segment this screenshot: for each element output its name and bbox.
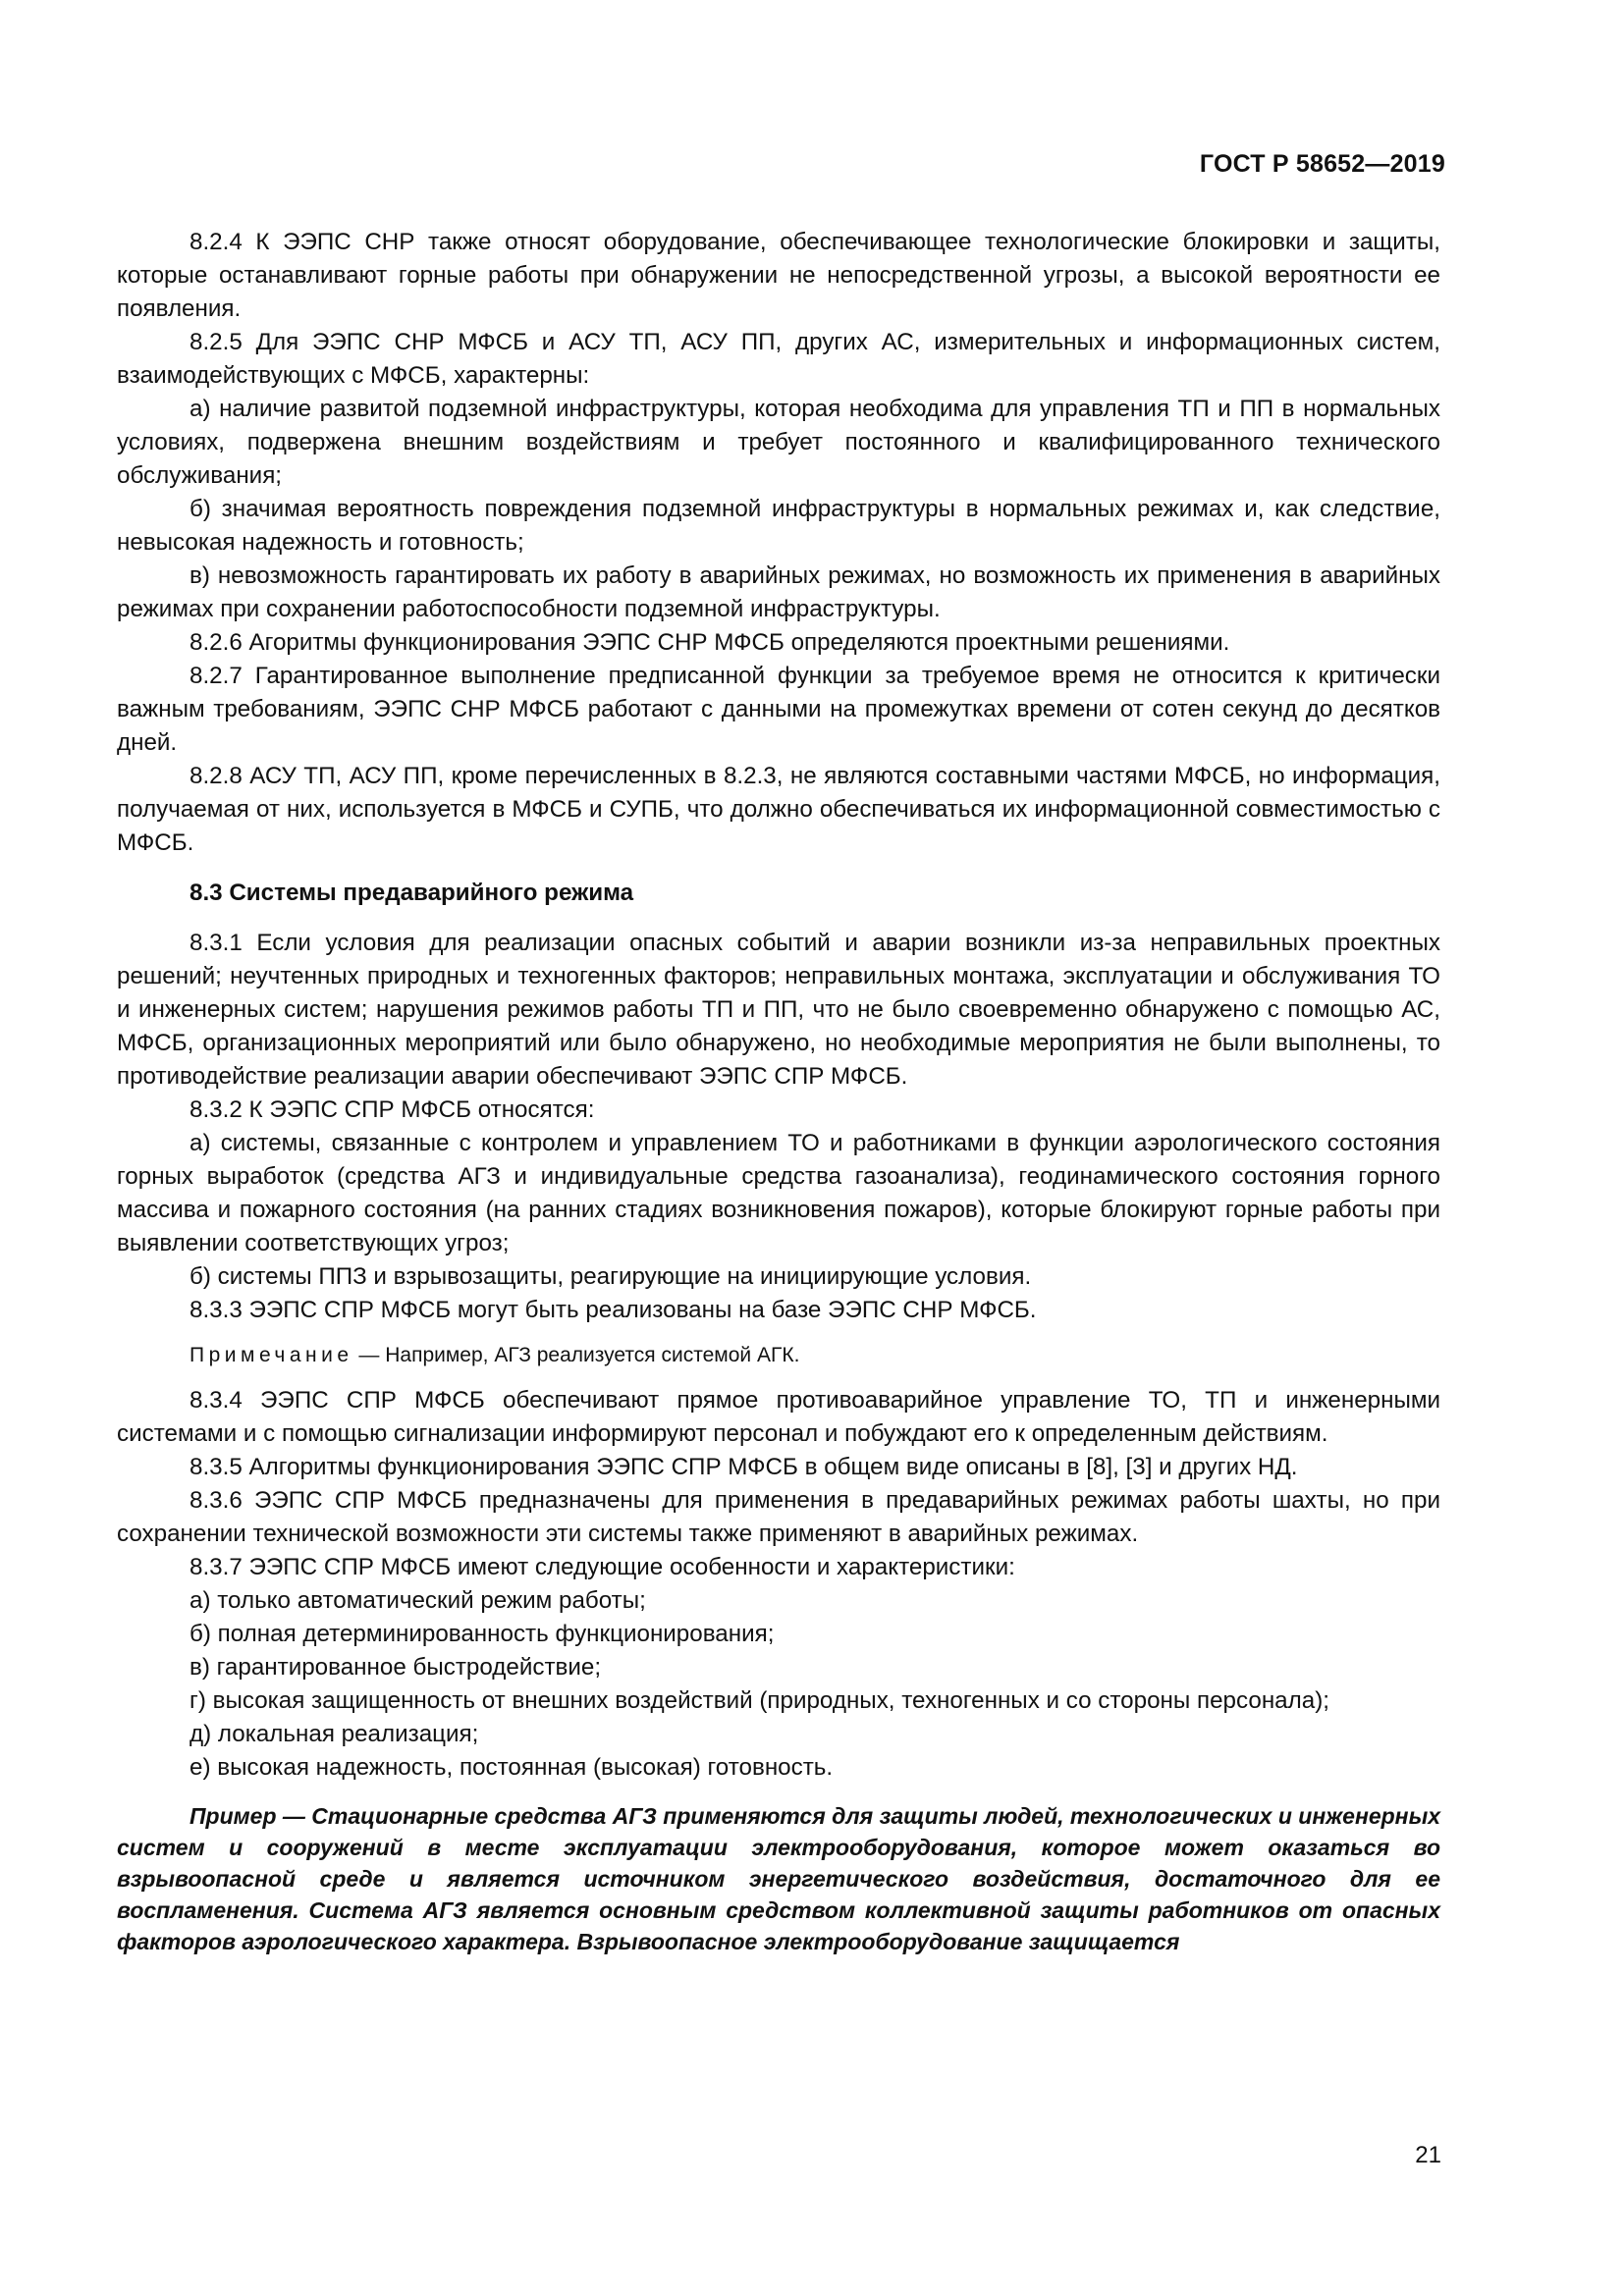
list-item-v: в) невозможность гарантировать их работу в аварийных режимах, но возможность их применения в аварийных режимах при сохранении работоспособности подземной инфраструктуры.	[117, 562, 1440, 622]
paragraph-8-2-7: 8.2.7 Гарантированное выполнение предписанной функции за требуемое время не относится к критически важным требованиям, ЭЭПС СНР МФСБ работают с данными на промежутках времени от сотен секунд до десятков дней.	[117, 663, 1440, 756]
page-number: 21	[1415, 2142, 1441, 2168]
list-item-e: е) высокая надежность, постоянная (высокая) готовность.	[189, 1754, 834, 1781]
paragraph-8-3-3: 8.3.3 ЭЭПС СПР МФСБ могут быть реализованы на базе ЭЭПС СНР МФСБ.	[189, 1297, 1037, 1323]
list-item-d: д) локальная реализация;	[189, 1721, 479, 1747]
list-item-b: б) значимая вероятность повреждения подземной инфраструктуры в нормальных режимах и, как следствие, невысокая надежность и готовность;	[117, 496, 1440, 556]
list-item-v: в) гарантированное быстродействие;	[189, 1654, 602, 1681]
paragraph-8-2-8: 8.2.8 АСУ ТП, АСУ ПП, кроме перечисленных в 8.2.3, не являются составными частями МФСБ, но информация, получаемая от них, используется в МФСБ и СУПБ, что должно обеспечиваться их информационной совместимостью с МФСБ.	[117, 763, 1440, 856]
paragraph-8-3-2: 8.3.2 К ЭЭПС СПР МФСБ относятся:	[189, 1096, 595, 1123]
list-item-b: б) полная детерминированность функционирования;	[189, 1621, 775, 1647]
section-title-8-3: 8.3 Системы предаварийного режима	[189, 880, 634, 906]
paragraph-8-3-4: 8.3.4 ЭЭПС СПР МФСБ обеспечивают прямое противоаварийное управление ТО, ТП и инженерными системами и с помощью сигнализации информируют персонал и побуждают его к определенным действиям.	[117, 1387, 1440, 1447]
note-block	[117, 1341, 1440, 1370]
doc-header-code: ГОСТ Р 58652—2019	[1199, 150, 1445, 178]
note-text: — Например, АГЗ реализуется системой АГК.	[352, 1344, 800, 1366]
note-label: Примечание	[189, 1344, 353, 1366]
paragraph-8-3-7: 8.3.7 ЭЭПС СПР МФСБ имеют следующие особенности и характеристики:	[189, 1554, 1015, 1580]
paragraph-8-3-6: 8.3.6 ЭЭПС СПР МФСБ предназначены для применения в предаварийных режимах работы шахты, но при сохранении технической возможности эти системы также применяют в аварийных режимах.	[117, 1487, 1440, 1547]
list-item-a: а) наличие развитой подземной инфраструктуры, которая необходима для управления ТП и ПП в нормальных условиях, подвержена внешним воздействиям и требует постоянного и квалифицированного технического обслуживания;	[117, 396, 1440, 489]
document-body	[117, 226, 1440, 1980]
paragraph-8-2-4: 8.2.4 К ЭЭПС СНР также относят оборудование, обеспечивающее технологические блокировки и защиты, которые останавливают горные работы при обнаружении не непосредственной угрозы, а высокой вероятности ее появления.	[117, 229, 1440, 322]
list-item-a: а) только автоматический режим работы;	[189, 1587, 646, 1614]
paragraph-8-3-1: 8.3.1 Если условия для реализации опасных событий и аварии возникли из-за неправильных проектных решений; неучтенных природных и техногенных факторов; неправильных монтажа, эксплуатации и обслуживания ТО и инженерных систем; нарушения режимов работы ТП и ПП, что не было своевременно обнаружено с помощью АС, МФСБ, организационных мероприятий или было обнаружено, но необходимые мероприятия не были выполнены, то противодействие реализации аварии обеспечивают ЭЭПС СПР МФСБ.	[117, 930, 1440, 1090]
paragraph-8-2-6: 8.2.6 Агоритмы функционирования ЭЭПС СНР МФСБ определяются проектными решениями.	[189, 629, 1230, 656]
list-item-g: г) высокая защищенность от внешних воздействий (природных, техногенных и со стороны персонала);	[189, 1687, 1329, 1714]
example-block: Пример — Стационарные средства АГЗ применяются для защиты людей, технологических и инженерных систем и сооружений в месте эксплуатации электрооборудования, которое может оказаться во взрывоопасной среде и является источником энергетического воздействия, достаточного для ее воспламенения. Система АГЗ является основным средством коллективной защиты работников от опасных факторов аэрологического характера. Взрывоопасное электрооборудование защищается	[117, 1803, 1440, 1954]
paragraph-8-2-5: 8.2.5 Для ЭЭПС СНР МФСБ и АСУ ТП, АСУ ПП, других АС, измерительных и информационных систем, взаимодействующих с МФСБ, характерны:	[117, 329, 1440, 389]
list-item-b: б) системы ППЗ и взрывозащиты, реагирующие на инициирующие условия.	[189, 1263, 1032, 1290]
paragraph-8-3-5: 8.3.5 Алгоритмы функционирования ЭЭПС СПР МФСБ в общем виде описаны в [8], [3] и других НД.	[189, 1454, 1298, 1480]
list-item-a: а) системы, связанные с контролем и управлением ТО и работниками в функции аэрологического состояния горных выработок (средства АГЗ и индивидуальные средства газоанализа), геодинамического состояния горного массива и пожарного состояния (на ранних стадиях возникновения пожаров), которые блокируют горные работы при выявлении соответствующих угроз;	[117, 1130, 1440, 1256]
